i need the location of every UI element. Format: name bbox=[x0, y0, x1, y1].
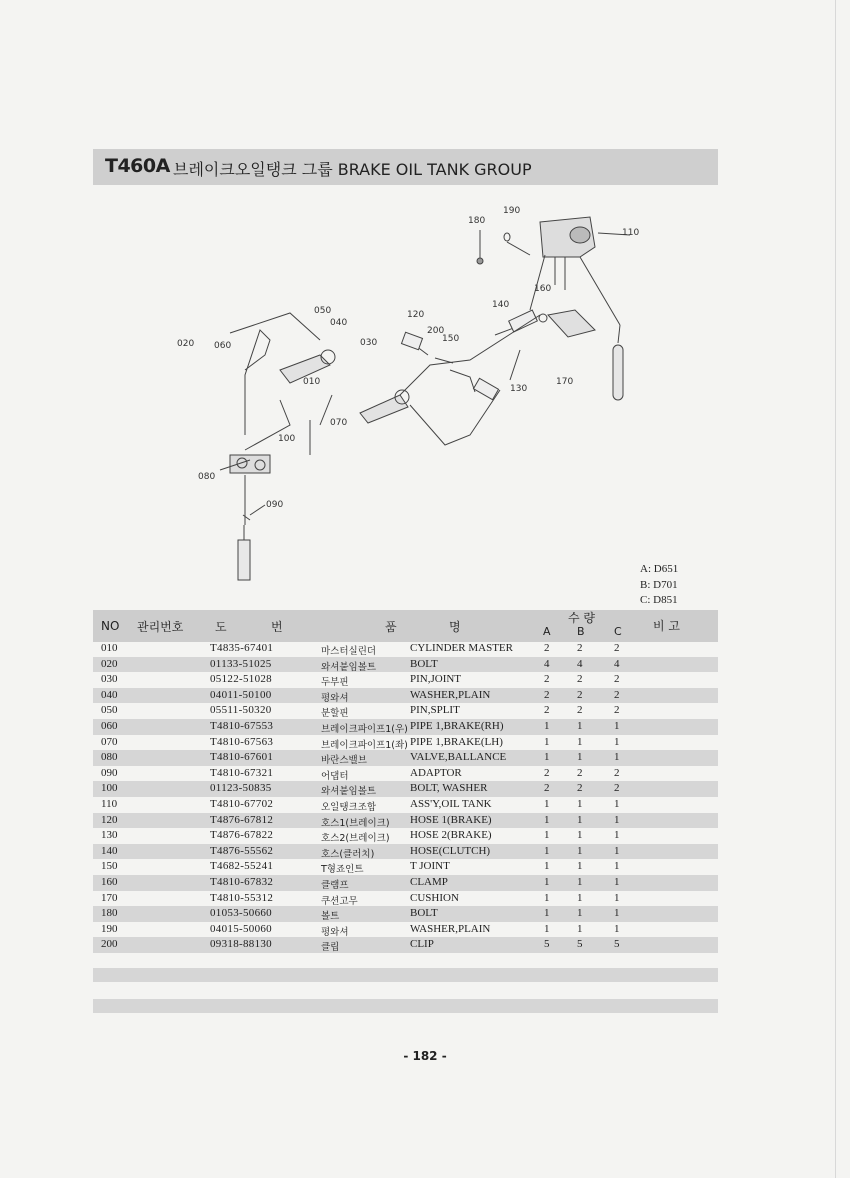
row-korean-name: 클립 bbox=[321, 942, 340, 954]
svg-text:110: 110 bbox=[622, 228, 640, 238]
svg-text:070: 070 bbox=[330, 418, 348, 428]
header-c: C bbox=[614, 625, 622, 638]
row-qty-c: 1 bbox=[614, 922, 620, 935]
row-qty-c: 1 bbox=[614, 875, 620, 888]
row-qty-b: 1 bbox=[577, 735, 583, 748]
row-korean-name: 어댑터 bbox=[321, 770, 349, 782]
row-qty-a: 2 bbox=[544, 688, 550, 701]
row-qty-c: 1 bbox=[614, 751, 620, 764]
row-qty-a: 1 bbox=[544, 751, 550, 764]
row-qty-c: 5 bbox=[614, 938, 620, 951]
row-qty-b: 1 bbox=[577, 907, 583, 920]
row-korean-name: 두부핀 bbox=[321, 677, 349, 689]
table-row bbox=[93, 657, 718, 673]
row-part-number: 01053-50660 bbox=[210, 907, 272, 920]
row-qty-b: 1 bbox=[577, 891, 583, 904]
table-row bbox=[93, 875, 718, 891]
row-english-name: CLIP bbox=[410, 938, 434, 951]
table-row bbox=[93, 813, 718, 829]
row-part-number: 01133-51025 bbox=[210, 657, 272, 670]
row-part-number: 05511-50320 bbox=[210, 704, 272, 717]
row-part-number: T4810-67832 bbox=[210, 875, 274, 888]
table-row bbox=[93, 735, 718, 751]
row-qty-b: 2 bbox=[577, 688, 583, 701]
row-qty-c: 2 bbox=[614, 688, 620, 701]
title-bar bbox=[93, 149, 718, 185]
row-qty-b: 1 bbox=[577, 875, 583, 888]
row-part-number: 09318-88130 bbox=[210, 938, 272, 951]
table-row bbox=[93, 906, 718, 922]
row-qty-b: 1 bbox=[577, 922, 583, 935]
row-qty-a: 1 bbox=[544, 907, 550, 920]
header-mgmt: 관리번호 bbox=[137, 620, 184, 634]
row-english-name: PIN,SPLIT bbox=[410, 704, 460, 717]
row-korean-name: T형죠인트 bbox=[321, 864, 364, 876]
row-qty-b: 2 bbox=[577, 782, 583, 795]
svg-text:190: 190 bbox=[503, 206, 521, 216]
row-part-number: 04015-50060 bbox=[210, 922, 272, 935]
svg-text:150: 150 bbox=[442, 334, 460, 344]
table-row bbox=[93, 688, 718, 704]
header-b: B bbox=[577, 625, 585, 638]
row-qty-c: 2 bbox=[614, 642, 620, 654]
header-quantity: 수 량 bbox=[568, 611, 595, 625]
row-qty-b: 4 bbox=[577, 657, 583, 670]
row-qty-a: 1 bbox=[544, 829, 550, 842]
blank-row-1 bbox=[93, 968, 718, 982]
svg-text:200: 200 bbox=[427, 326, 445, 336]
group-title: 브레이크오일탱크 그룹 BRAKE OIL TANK GROUP bbox=[173, 160, 532, 179]
variant-b: B: D701 bbox=[640, 578, 678, 591]
row-part-number: T4810-67563 bbox=[210, 735, 274, 748]
row-part-number: T4810-67553 bbox=[210, 719, 274, 732]
row-english-name: HOSE 1(BRAKE) bbox=[410, 813, 492, 826]
row-part-number: T4876-67822 bbox=[210, 829, 274, 842]
row-part-number: T4682-55241 bbox=[210, 860, 274, 873]
svg-text:020: 020 bbox=[177, 339, 195, 349]
row-no: 050 bbox=[101, 704, 118, 717]
row-english-name: WASHER,PLAIN bbox=[410, 922, 491, 935]
svg-text:180: 180 bbox=[468, 216, 486, 226]
row-qty-a: 2 bbox=[544, 766, 550, 779]
row-korean-name: 호스(클러치) bbox=[321, 848, 375, 860]
table-row bbox=[93, 766, 718, 782]
svg-text:010: 010 bbox=[303, 377, 321, 387]
row-qty-a: 1 bbox=[544, 860, 550, 873]
row-english-name: CLAMP bbox=[410, 875, 448, 888]
row-no: 020 bbox=[101, 657, 118, 670]
row-qty-c: 1 bbox=[614, 844, 620, 857]
variant-c: C: D851 bbox=[640, 594, 678, 606]
row-no: 140 bbox=[101, 844, 118, 857]
row-korean-name: 와셔붙임볼트 bbox=[321, 786, 377, 798]
row-english-name: T JOINT bbox=[410, 860, 450, 873]
svg-text:140: 140 bbox=[492, 300, 510, 310]
header-a: A bbox=[543, 625, 551, 638]
row-qty-c: 1 bbox=[614, 907, 620, 920]
row-qty-c: 4 bbox=[614, 657, 620, 670]
row-qty-b: 1 bbox=[577, 797, 583, 810]
row-qty-a: 4 bbox=[544, 657, 550, 670]
svg-text:030: 030 bbox=[360, 338, 378, 348]
row-part-number: T4810-67702 bbox=[210, 797, 274, 810]
row-qty-a: 2 bbox=[544, 704, 550, 717]
row-part-number: T4876-55562 bbox=[210, 844, 274, 857]
row-qty-b: 2 bbox=[577, 704, 583, 717]
row-qty-a: 1 bbox=[544, 735, 550, 748]
row-korean-name: 분할핀 bbox=[321, 708, 349, 720]
row-no: 090 bbox=[101, 766, 118, 779]
header-beon: 번 bbox=[271, 620, 283, 634]
svg-text:050: 050 bbox=[314, 306, 332, 316]
svg-text:170: 170 bbox=[556, 377, 574, 387]
row-qty-a: 5 bbox=[544, 938, 550, 951]
row-qty-c: 2 bbox=[614, 766, 620, 779]
row-part-number: 05122-51028 bbox=[210, 673, 272, 686]
row-korean-name: 오일탱크조합 bbox=[321, 801, 377, 813]
row-no: 180 bbox=[101, 907, 118, 920]
header-no: NO bbox=[101, 619, 120, 633]
row-qty-c: 2 bbox=[614, 704, 620, 717]
table-row bbox=[93, 719, 718, 735]
row-english-name: WASHER,PLAIN bbox=[410, 688, 491, 701]
row-qty-b: 1 bbox=[577, 813, 583, 826]
row-english-name: PIPE 1,BRAKE(RH) bbox=[410, 719, 504, 732]
row-no: 150 bbox=[101, 860, 118, 873]
row-english-name: HOSE(CLUTCH) bbox=[410, 844, 491, 857]
svg-text:100: 100 bbox=[278, 434, 296, 444]
svg-text:120: 120 bbox=[407, 310, 425, 320]
row-qty-c: 1 bbox=[614, 891, 620, 904]
svg-text:060: 060 bbox=[214, 341, 232, 351]
table-row bbox=[93, 937, 718, 953]
svg-text:080: 080 bbox=[198, 472, 216, 482]
variant-a: A: D651 bbox=[640, 563, 679, 575]
row-qty-c: 2 bbox=[614, 782, 620, 795]
row-korean-name: 마스터실린더 bbox=[321, 646, 377, 657]
svg-text:130: 130 bbox=[510, 384, 528, 394]
blank-row-2 bbox=[93, 999, 718, 1013]
table-row bbox=[93, 672, 718, 688]
exploded-diagram bbox=[170, 195, 650, 590]
page-edge bbox=[835, 0, 836, 1178]
row-korean-name: 쿠션고무 bbox=[321, 895, 358, 907]
table-row bbox=[93, 859, 718, 875]
row-qty-c: 1 bbox=[614, 719, 620, 732]
row-qty-b: 1 bbox=[577, 719, 583, 732]
row-part-number: T4876-67812 bbox=[210, 813, 274, 826]
row-part-number: T4810-67321 bbox=[210, 766, 274, 779]
row-qty-a: 1 bbox=[544, 813, 550, 826]
row-qty-c: 1 bbox=[614, 829, 620, 842]
row-qty-a: 1 bbox=[544, 875, 550, 888]
row-korean-name: 브레이크파이프1(우) bbox=[321, 723, 408, 735]
row-qty-c: 2 bbox=[614, 673, 620, 686]
model-code: T460A bbox=[105, 155, 170, 177]
row-qty-c: 1 bbox=[614, 797, 620, 810]
row-no: 130 bbox=[101, 829, 118, 842]
parts-table bbox=[93, 641, 718, 953]
header-pum: 품 bbox=[385, 620, 397, 634]
row-qty-b: 1 bbox=[577, 860, 583, 873]
table-row bbox=[93, 641, 718, 657]
row-korean-name: 평와셔 bbox=[321, 692, 349, 704]
row-part-number: 01123-50835 bbox=[210, 782, 272, 795]
row-english-name: PIPE 1,BRAKE(LH) bbox=[410, 735, 503, 748]
header-myeong: 명 bbox=[449, 620, 461, 634]
svg-text:160: 160 bbox=[534, 284, 552, 294]
row-no: 100 bbox=[101, 782, 118, 795]
row-korean-name: 브레이크파이프1(좌) bbox=[321, 739, 408, 751]
row-no: 190 bbox=[101, 922, 118, 935]
row-qty-b: 2 bbox=[577, 766, 583, 779]
row-english-name: ASS'Y,OIL TANK bbox=[410, 797, 492, 810]
table-row bbox=[93, 891, 718, 907]
row-english-name: BOLT bbox=[410, 907, 438, 920]
row-korean-name: 바란스밸브 bbox=[321, 755, 367, 767]
row-qty-a: 1 bbox=[544, 844, 550, 857]
row-qty-b: 1 bbox=[577, 751, 583, 764]
header-do: 도 bbox=[215, 620, 227, 634]
table-row bbox=[93, 844, 718, 860]
row-part-number: 04011-50100 bbox=[210, 688, 272, 701]
table-row bbox=[93, 797, 718, 813]
row-part-number: T4810-55312 bbox=[210, 891, 274, 904]
row-qty-b: 2 bbox=[577, 642, 583, 654]
table-header bbox=[93, 610, 718, 642]
row-qty-b: 1 bbox=[577, 844, 583, 857]
row-qty-a: 1 bbox=[544, 922, 550, 935]
row-no: 160 bbox=[101, 875, 118, 888]
diagram-svg bbox=[170, 195, 650, 590]
svg-text:090: 090 bbox=[266, 500, 284, 510]
svg-text:040: 040 bbox=[330, 318, 348, 328]
row-english-name: CUSHION bbox=[410, 891, 459, 904]
row-korean-name: 호스2(브레이크) bbox=[321, 833, 390, 845]
header-remarks: 비 고 bbox=[653, 619, 680, 633]
row-no: 080 bbox=[101, 751, 118, 764]
row-part-number: T4810-67601 bbox=[210, 751, 274, 764]
row-qty-a: 1 bbox=[544, 891, 550, 904]
row-qty-b: 5 bbox=[577, 938, 583, 951]
row-qty-a: 2 bbox=[544, 642, 550, 654]
table-row bbox=[93, 922, 718, 938]
table-row bbox=[93, 781, 718, 797]
row-qty-b: 2 bbox=[577, 673, 583, 686]
row-qty-a: 2 bbox=[544, 673, 550, 686]
row-qty-c: 1 bbox=[614, 735, 620, 748]
row-qty-c: 1 bbox=[614, 813, 620, 826]
row-no: 170 bbox=[101, 891, 118, 904]
row-qty-a: 1 bbox=[544, 719, 550, 732]
page-number: - 182 - bbox=[403, 1049, 447, 1063]
row-korean-name: 클램프 bbox=[321, 879, 349, 891]
row-qty-a: 1 bbox=[544, 797, 550, 810]
row-english-name: HOSE 2(BRAKE) bbox=[410, 829, 492, 842]
row-english-name: ADAPTOR bbox=[410, 766, 462, 779]
row-english-name: BOLT bbox=[410, 657, 438, 670]
row-no: 040 bbox=[101, 688, 118, 701]
row-no: 070 bbox=[101, 735, 118, 748]
row-english-name: BOLT, WASHER bbox=[410, 782, 488, 795]
row-no: 030 bbox=[101, 673, 118, 686]
row-no: 010 bbox=[101, 642, 118, 654]
row-korean-name: 호스1(브레이크) bbox=[321, 817, 390, 829]
row-korean-name: 와셔붙임볼트 bbox=[321, 661, 377, 673]
row-korean-name: 볼트 bbox=[321, 911, 340, 923]
variant-legend bbox=[640, 562, 710, 609]
row-english-name: VALVE,BALLANCE bbox=[410, 751, 507, 764]
row-no: 110 bbox=[101, 797, 118, 810]
table-row bbox=[93, 828, 718, 844]
table-row bbox=[93, 750, 718, 766]
row-english-name: CYLINDER MASTER bbox=[410, 642, 513, 654]
row-korean-name: 평와셔 bbox=[321, 926, 349, 938]
table-row bbox=[93, 703, 718, 719]
row-no: 060 bbox=[101, 719, 118, 732]
row-no: 120 bbox=[101, 813, 118, 826]
row-part-number: T4835-67401 bbox=[210, 642, 274, 654]
row-english-name: PIN,JOINT bbox=[410, 673, 462, 686]
row-no: 200 bbox=[101, 938, 118, 951]
row-qty-b: 1 bbox=[577, 829, 583, 842]
row-qty-c: 1 bbox=[614, 860, 620, 873]
row-qty-a: 2 bbox=[544, 782, 550, 795]
